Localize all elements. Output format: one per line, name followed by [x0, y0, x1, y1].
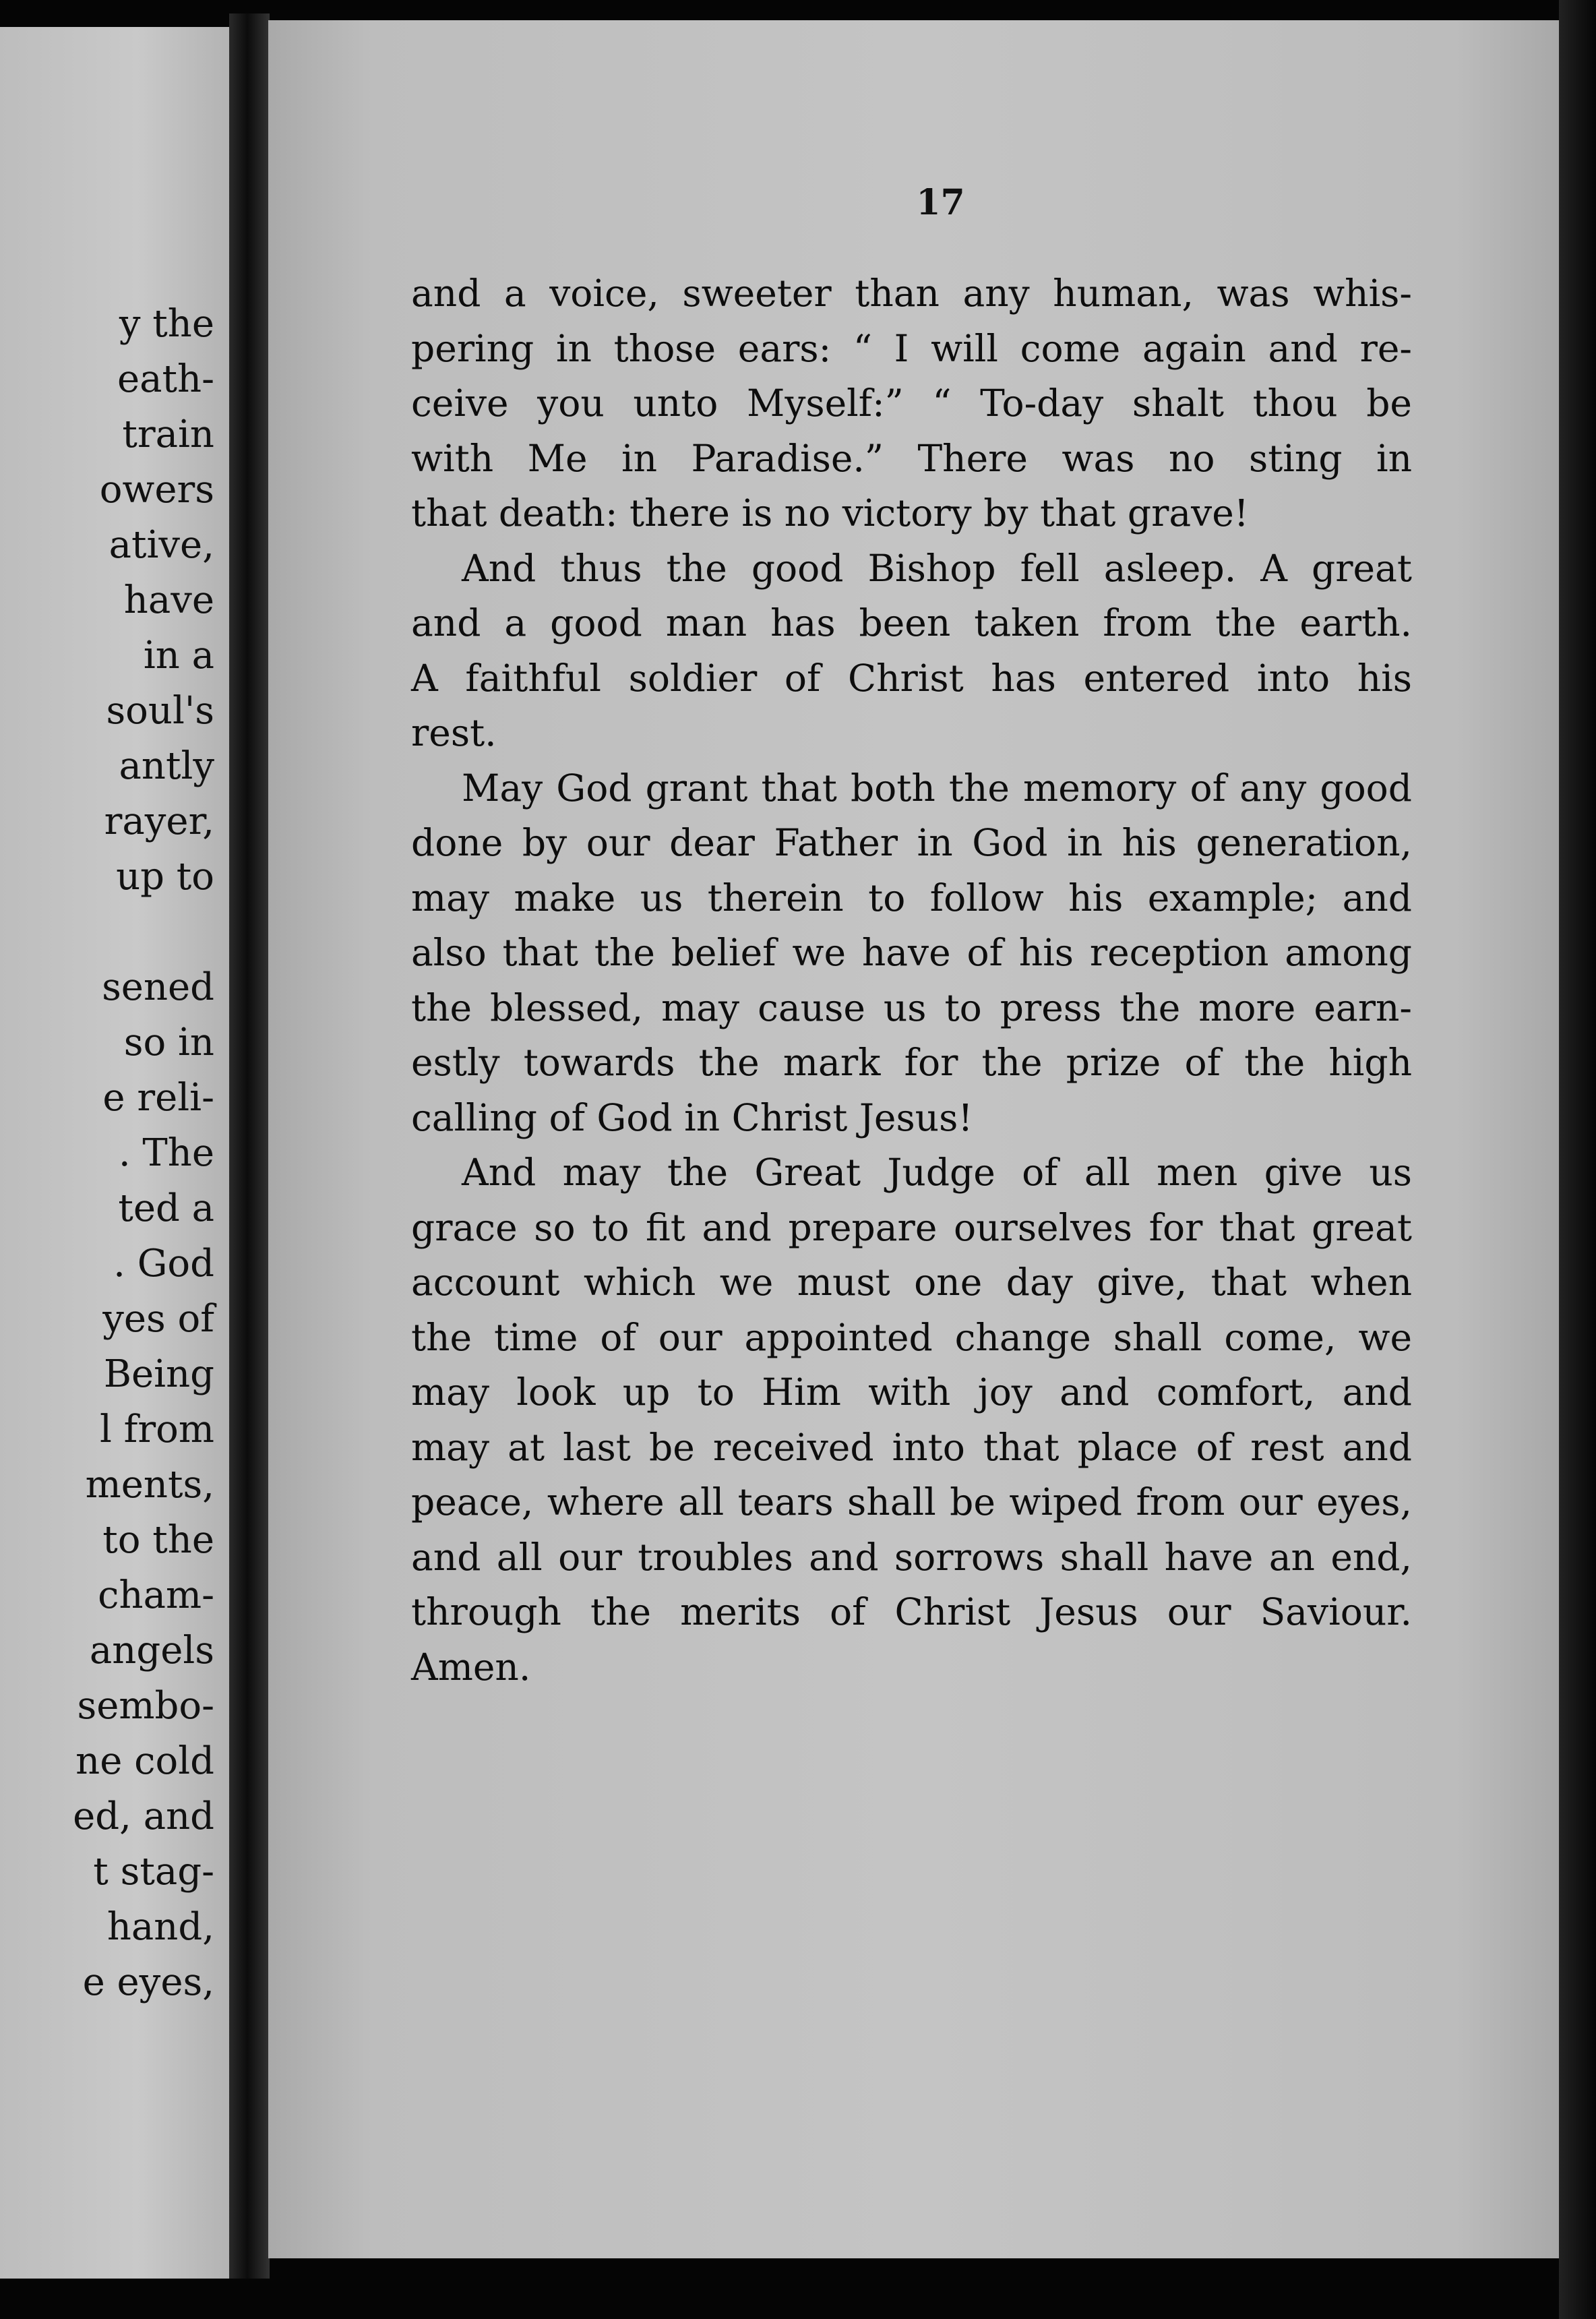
text-line: also that the belief we have of his reception among	[411, 931, 1412, 974]
left-page-line: in a	[143, 634, 214, 677]
page-number: 17	[916, 182, 965, 223]
left-facing-page	[0, 27, 229, 2279]
book-gutter	[229, 13, 270, 2279]
paragraph	[411, 761, 1412, 1146]
text-line: the blessed, may cause us to press the more earn-	[411, 986, 1412, 1029]
text-line: And may the Great Judge of all men give us	[462, 1151, 1412, 1194]
text-line: pering in those ears: “ I will come again and re-	[411, 326, 1412, 370]
left-page-text-fragments	[0, 297, 214, 2010]
text-line: through the merits of Christ Jesus our Saviour.	[411, 1590, 1412, 1633]
text-line: done by our dear Father in God in his generation,	[411, 821, 1412, 864]
left-page-line: ments,	[85, 1463, 214, 1507]
left-page-line: ted a	[118, 1186, 214, 1230]
text-line: may make us therein to follow his example; and	[411, 876, 1412, 920]
text-line: the time of our appointed change shall come, we	[411, 1315, 1412, 1359]
left-page-line: l from	[99, 1408, 214, 1451]
text-line: estly towards the mark for the prize of the high	[411, 1041, 1412, 1084]
left-page-line: cham-	[98, 1573, 214, 1617]
text-line: may look up to Him with joy and comfort, and	[411, 1371, 1412, 1414]
left-page-line: . The	[118, 1131, 214, 1175]
text-line: calling of God in Christ Jesus!	[411, 1095, 973, 1139]
left-page-line: eath-	[117, 357, 214, 401]
left-page-line: yes of	[102, 1297, 214, 1341]
left-page-line: sened	[102, 965, 214, 1009]
paragraph	[411, 1145, 1412, 1695]
text-line: may at last be received into that place of rest and	[411, 1425, 1412, 1469]
scan-border	[1559, 0, 1596, 2319]
left-page-line: e eyes,	[82, 1960, 214, 2004]
left-page-line: train	[122, 413, 214, 456]
left-page-line: soul's	[106, 689, 214, 733]
left-page-line: antly	[119, 744, 214, 788]
left-page-line: ed, and	[73, 1795, 214, 1838]
text-line: rest.	[411, 711, 497, 754]
left-page-line: t stag-	[93, 1850, 214, 1894]
text-line: And thus the good Bishop fell asleep. A great	[462, 546, 1412, 590]
text-line: and all our troubles and sorrows shall have an end,	[411, 1535, 1412, 1579]
text-line: and a voice, sweeter than any human, was whis-	[411, 272, 1412, 315]
left-page-line	[0, 905, 214, 960]
right-page	[268, 20, 1559, 2258]
left-page-line: owers	[99, 468, 214, 512]
paragraph	[411, 266, 1412, 541]
left-page-line: . God	[113, 1242, 214, 1286]
text-line: Amen.	[411, 1645, 531, 1689]
text-line: account which we must one day give, that when	[411, 1261, 1412, 1304]
text-line: ceive you unto Myself:” “ To-day shalt thou be	[411, 382, 1412, 425]
left-page-line: rayer,	[104, 800, 214, 843]
left-page-line: up to	[116, 855, 214, 899]
text-line: that death: there is no victory by that grave!	[411, 491, 1249, 535]
text-line: and a good man has been taken from the earth.	[411, 601, 1412, 644]
text-line: peace, where all tears shall be wiped from our eyes,	[411, 1480, 1412, 1524]
left-page-line: Being	[103, 1352, 214, 1396]
body-text	[411, 266, 1412, 1695]
left-page-line: hand,	[106, 1905, 214, 1949]
left-page-line: to the	[102, 1518, 214, 1562]
text-line: May God grant that both the memory of any good	[462, 766, 1412, 810]
left-page-line: so in	[123, 1021, 214, 1064]
text-line: grace so to fit and prepare ourselves for that great	[411, 1205, 1412, 1249]
text-line: with Me in Paradise.” There was no sting in	[411, 436, 1412, 480]
left-page-line: have	[123, 578, 214, 622]
left-page-line: e reli-	[102, 1076, 214, 1120]
left-page-line: ative,	[109, 523, 214, 567]
left-page-line: y the	[119, 302, 214, 346]
left-page-line: angels	[89, 1629, 214, 1673]
left-page-line: ne cold	[75, 1739, 214, 1783]
text-line: A faithful soldier of Christ has entered into his	[411, 656, 1412, 700]
left-page-line: sembo-	[77, 1684, 214, 1728]
paragraph	[411, 541, 1412, 761]
